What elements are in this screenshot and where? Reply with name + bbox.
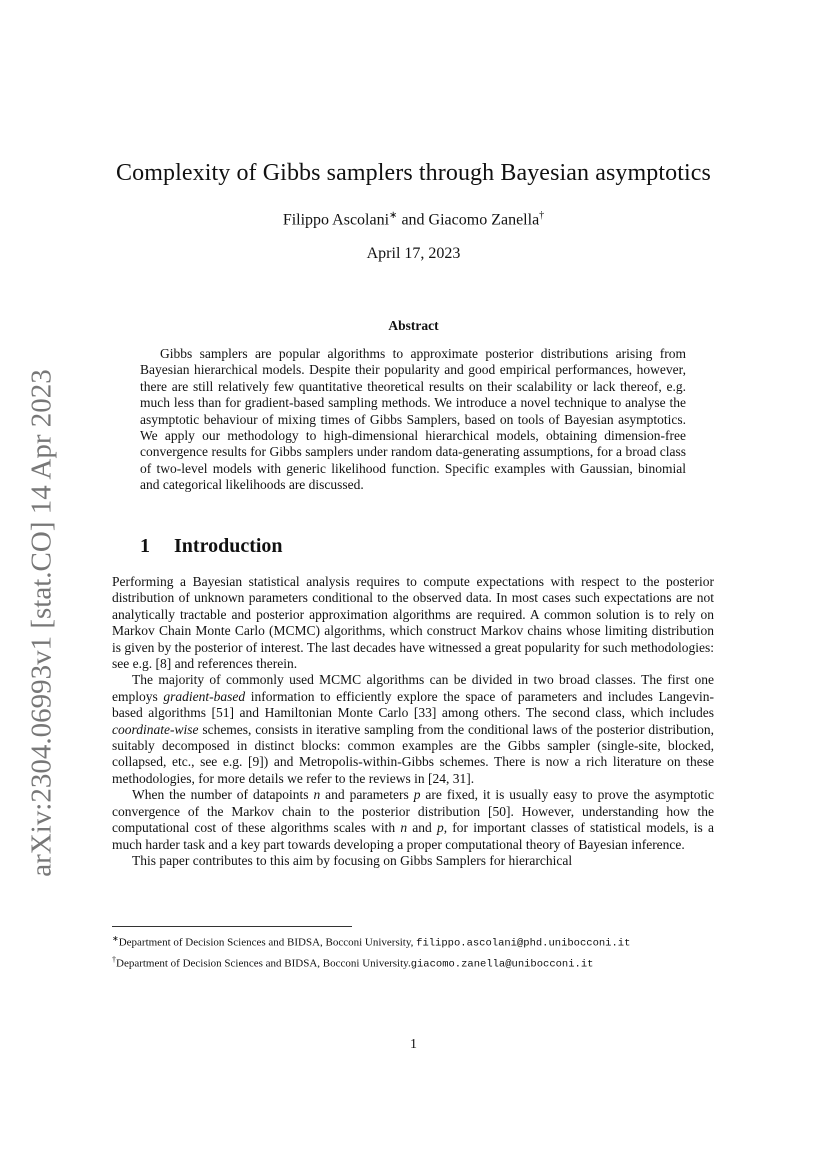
arxiv-identifier: arXiv:2304.06993v1 [stat.CO] 14 Apr 2023 — [25, 368, 58, 877]
abstract-heading: Abstract — [388, 318, 439, 333]
footnote-rule — [112, 926, 352, 927]
author-conjunction: and — [397, 211, 429, 229]
arxiv-sidebar — [22, 360, 62, 885]
emphasis-coordinate-wise: coordinate-wise — [112, 721, 199, 737]
body-text — [112, 574, 714, 869]
paragraph-2: The majority of commonly used MCMC algorithms can be divided in two broad classes. The first one employs gradient-based information to efficiently explore the space of parameters and includes Langevin-based algorithms [51] and Hamiltonian Monte Carlo [33] among others. The second class, which includes coordinate-wise schemes, consists in iterative sampling from the conditional laws of the posterior distribution, suitably decomposed in distinct blocks: common examples are the Gibbs sampler (single-site, blocked, collapsed, etc., see e.g. [9]) and Metropolis-within-Gibbs schemes. There is now a rich literature on these methodologies, for more details we refer to the reviews in [24, 31]. — [112, 672, 714, 786]
abstract-text: Gibbs samplers are popular algorithms to approximate posterior distributions arising from Bayesian hierarchical models. Despite their popularity and good empirical performances, however, there are still relatively few quantitative theoretical results on their scalability or lack thereof, e.g. much less than for gradient-based sampling methods. We introduce a novel technique to analyse the asymptotic behaviour of mixing times of Gibbs Samplers, based on tools of Bayesian asymptotics. We apply our methodology to high-dimensional hierarchical models, obtaining dimension-free convergence results for Gibbs samplers under random data-generating assumptions, for a broad class of two-level models with generic likelihood function. Specific examples with Gaussian, binomial and categorical likelihoods are discussed. — [140, 346, 686, 493]
author-ascolani: Filippo Ascolani — [282, 211, 390, 229]
footnote-2: †Department of Decision Sciences and BIDSA, Bocconi University.giacomo.zanella@unibocconi.it — [112, 954, 594, 971]
math-n: n — [400, 820, 408, 836]
paragraph-3: When the number of datapoints n and parameters p are fixed, it is usually easy to prove the asymptotic convergence of the Markov chain to the posterior distribution [50]. However, understanding how the computational cost of these algorithms scales with n and p, for important classes of statistical models, is a much harder task and a key part towards developing a proper computational theory of Bayesian inference. — [112, 787, 714, 852]
author-zanella-mark: † — [539, 210, 545, 221]
author-zanella: Giacomo Zanella — [428, 211, 540, 229]
paragraph-1: Performing a Bayesian statistical analysis requires to compute expectations with respect to the posterior distribution of unknown parameters conditional to the observed data. In most cases such expectations are not analytically tractable and posterior approximation algorithms are required. A common solution is to rely on Markov Chain Monte Carlo (MCMC) algorithms, which construct Markov chains whose limiting distribution is given by the posterior of interest. The last decades have witnessed a great popularity for such methodologies: see e.g. [8] and references therein. — [112, 574, 714, 672]
section-number: 1 — [140, 535, 150, 557]
paper-date: April 17, 2023 — [366, 245, 461, 262]
page-number: 1 — [410, 1037, 417, 1052]
math-n: n — [313, 787, 321, 803]
email-zanella[interactable]: giacomo.zanella@unibocconi.it — [410, 958, 594, 971]
author-line — [0, 210, 827, 229]
footnotes — [112, 931, 752, 972]
section-title: Introduction — [174, 535, 283, 557]
math-p: p — [413, 787, 421, 803]
paper-title: Complexity of Gibbs samplers through Bayesian asymptotics — [116, 160, 711, 186]
footnote-1: ∗Department of Decision Sciences and BIDSA, Bocconi University, filippo.ascolani@phd.unibocconi.it — [112, 934, 631, 950]
section-heading — [140, 535, 283, 558]
author-ascolani-mark: ∗ — [389, 210, 398, 221]
emphasis-gradient-based: gradient-based — [163, 688, 246, 704]
paragraph-4: This paper contributes to this aim by focusing on Gibbs Samplers for hierarchical — [132, 852, 573, 868]
email-ascolani[interactable]: filippo.ascolani@phd.unibocconi.it — [416, 937, 631, 950]
math-p: p — [436, 820, 444, 836]
